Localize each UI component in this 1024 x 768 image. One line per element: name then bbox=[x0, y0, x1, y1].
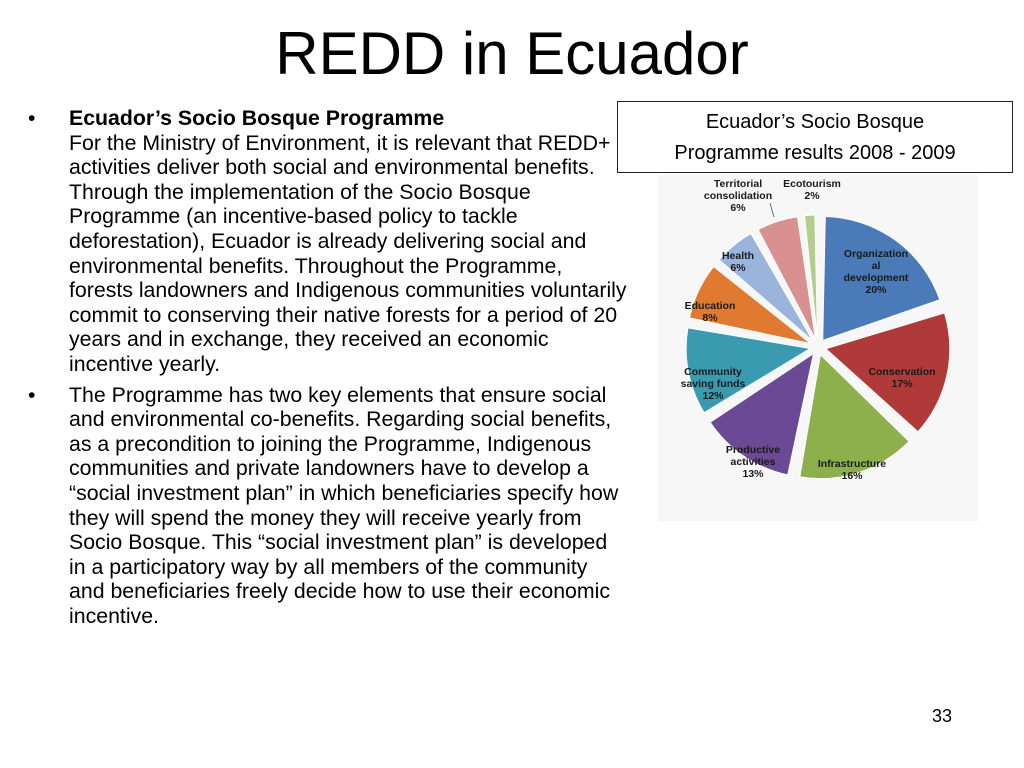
bullet-item-socio-bosque bbox=[28, 106, 628, 377]
pie-slice-label: Productive activities 13% bbox=[725, 444, 781, 480]
pie-slice-label: Ecotourism 2% bbox=[783, 178, 841, 202]
pie-slice-label: Community saving funds 12% bbox=[680, 366, 746, 402]
pie-slice-label: Organization al development 20% bbox=[843, 248, 909, 296]
chart-caption-box bbox=[617, 101, 1013, 173]
pie-slice-label: Territorial consolidation 6% bbox=[703, 178, 773, 214]
pie-slice-label: Infrastructure 16% bbox=[817, 458, 887, 482]
pie-chart bbox=[658, 175, 978, 521]
pie-slice-label: Education 8% bbox=[684, 300, 736, 324]
chart-caption-line-2: Programme results 2008 - 2009 bbox=[674, 142, 956, 164]
bullet-heading: Ecuador’s Socio Bosque Programme bbox=[69, 106, 445, 130]
bullet-dot: • bbox=[28, 382, 36, 407]
bullet-dot: • bbox=[28, 106, 36, 130]
pie-chart-svg bbox=[658, 175, 978, 521]
pie-slice-label: Health 6% bbox=[721, 250, 755, 274]
bullet-text: The Programme has two key elements that ensure social and environmental co-benefits. Regarding social benefits, as a precondition to joining the Programme, Indigenous communities and private landowners have to develop a “social investment plan” in which beneficiaries specify how they will spend the money they will receive yearly from Socio Bosque. This “social investment plan” is developed in a participatory way by all members of the community and beneficiaries freely decide how to use their economic incentive. bbox=[69, 382, 619, 628]
slide-title: REDD in Ecuador bbox=[275, 20, 749, 87]
bullet-list bbox=[28, 106, 628, 634]
page-number: 33 bbox=[932, 706, 953, 726]
chart-caption-line-1: Ecuador’s Socio Bosque bbox=[705, 111, 925, 133]
pie-slice-label: Conservation 17% bbox=[868, 366, 936, 390]
bullet-text: For the Ministry of Environment, it is relevant that REDD+ activities deliver both social and environmental benefits. Through the implementation of the Socio Bosque Programme (an incentive-based policy to tackle deforestation), Ecuador is already delivering social and environmental benefits. Throughout the Programme, forests landowners and Indigenous communities voluntarily commit to conserving their native forests for a period of 20 years and in exchange, they received an economic incentive yearly. bbox=[69, 130, 627, 376]
bullet-item-key-elements bbox=[28, 383, 628, 629]
label-leader-line bbox=[770, 203, 774, 217]
